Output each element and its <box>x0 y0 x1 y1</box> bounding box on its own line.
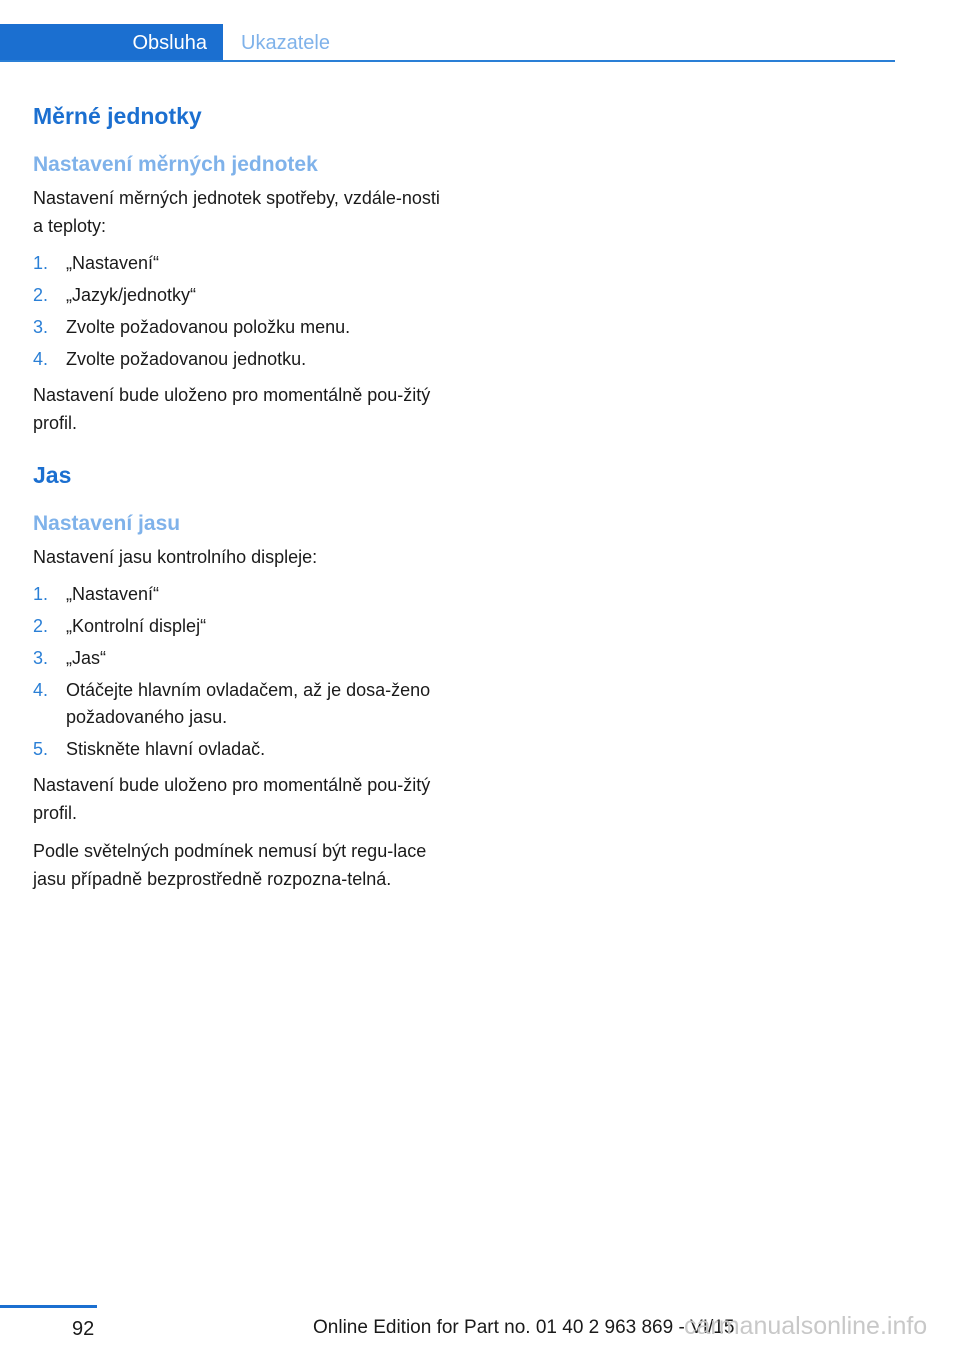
watermark: carmanualsonline.info <box>684 1312 928 1340</box>
list-item <box>33 346 443 373</box>
step-text: „Kontrolní displej“ <box>66 616 207 636</box>
step-number: 2. <box>33 285 49 305</box>
step-text: „Nastavení“ <box>66 253 160 273</box>
step-number: 3. <box>33 648 49 668</box>
paragraph-brightness-note: Nastavení bude uloženo pro momentálně pou-žitý profil. <box>33 775 431 823</box>
step-number: 4. <box>33 680 49 700</box>
section-title-units: Měrné jednotky <box>33 103 202 129</box>
step-number: 4. <box>33 349 49 369</box>
steps-list-brightness <box>33 581 443 763</box>
list-item <box>33 314 443 341</box>
step-text: Otáčejte hlavním ovladačem, až je dosa-ženo požadovaného jasu. <box>66 680 431 727</box>
step-text: Zvolte požadovanou položku menu. <box>66 317 351 337</box>
paragraph-brightness-remark: Podle světelných podmínek nemusí být regu-lace jasu případně bezprostředně rozpozna-telná. <box>33 841 427 889</box>
step-text: „Jas“ <box>66 648 106 668</box>
step-number: 1. <box>33 584 49 604</box>
list-item <box>33 645 443 672</box>
step-number: 1. <box>33 253 49 273</box>
paragraph-units-intro: Nastavení měrných jednotek spotřeby, vzdále-nosti a teploty: <box>33 188 440 236</box>
edition-note: Online Edition for Part no. 01 40 2 963 869 - VI/15 <box>313 1317 735 1338</box>
list-item <box>33 736 443 763</box>
page-number: 92 <box>72 1318 95 1340</box>
step-text: Zvolte požadovanou jednotku. <box>66 349 307 369</box>
step-text: Stiskněte hlavní ovladač. <box>66 739 266 759</box>
page-content <box>33 100 443 903</box>
chapter-header <box>0 24 895 62</box>
paragraph-units-note: Nastavení bude uloženo pro momentálně pou-žitý profil. <box>33 385 431 433</box>
step-number: 2. <box>33 616 49 636</box>
paragraph-brightness-intro: Nastavení jasu kontrolního displeje: <box>33 547 318 567</box>
step-number: 5. <box>33 739 49 759</box>
step-number: 3. <box>33 317 49 337</box>
list-item <box>33 613 443 640</box>
footer-rule <box>0 1305 97 1308</box>
subsection-title-units: Nastavení měrných jednotek <box>33 153 318 176</box>
step-text: „Nastavení“ <box>66 584 160 604</box>
step-text: „Jazyk/jednotky“ <box>66 285 197 305</box>
steps-list-units <box>33 250 443 373</box>
tab-ukazatele[interactable]: Ukazatele <box>241 32 330 54</box>
list-item <box>33 282 443 309</box>
list-item <box>33 677 443 731</box>
list-item <box>33 581 443 608</box>
subsection-title-brightness: Nastavení jasu <box>33 512 181 535</box>
section-title-brightness: Jas <box>33 462 72 488</box>
list-item <box>33 250 443 277</box>
header-rule <box>0 60 895 62</box>
tab-obsluha[interactable]: Obsluha <box>0 24 223 62</box>
